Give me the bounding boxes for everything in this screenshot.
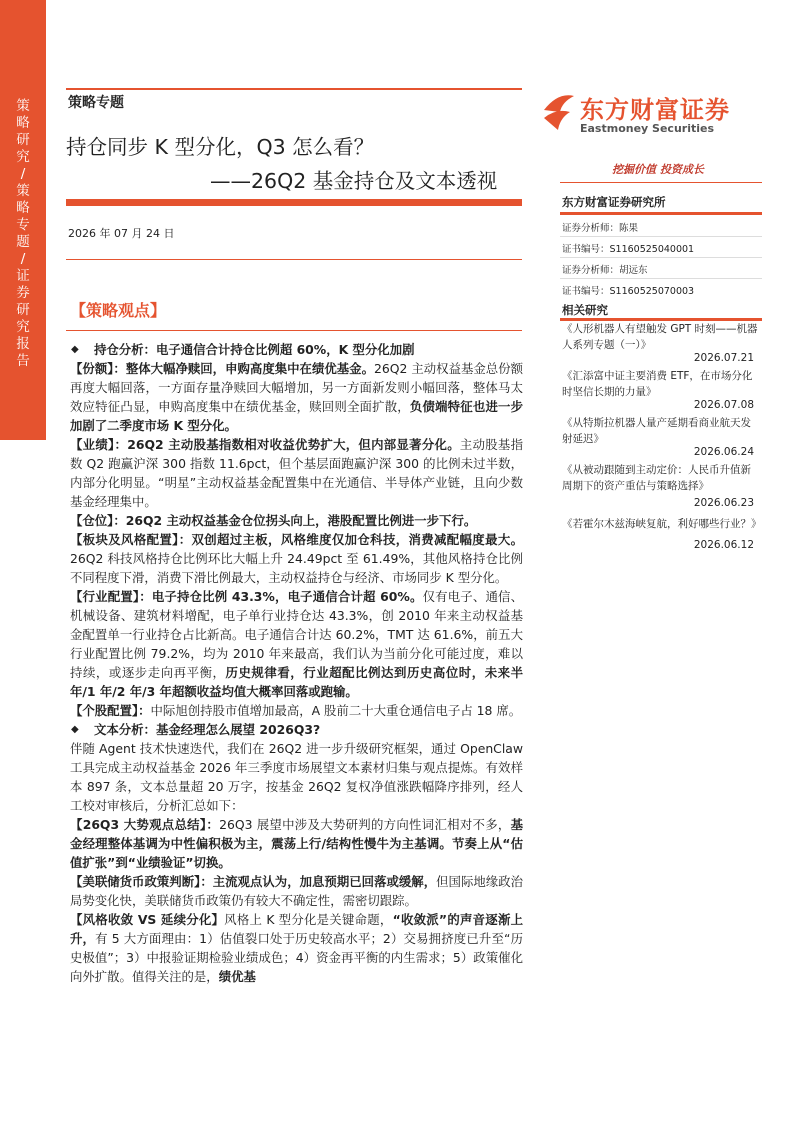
sidebar-char: 告 (16, 353, 30, 369)
sidebar-char: 究 (16, 319, 30, 335)
divider (560, 257, 762, 258)
sidebar-char: 究 (16, 149, 30, 165)
related-item[interactable]: 《人形机器人有望触发 GPT 时刻——机器人系列专题（一）》 (562, 323, 758, 351)
sidebar-char: 证 (16, 268, 30, 284)
brand-name-en: Eastmoney Securities (580, 122, 715, 135)
sidebar-char: 研 (16, 302, 30, 318)
brand-name-cn: 东方财富证券 (580, 96, 730, 124)
divider (560, 236, 762, 237)
para-fed: 【美联储货币政策判断】：主流观点认为，加息预期已回落或缓解，但国际地缘政治局势变化快，美联储货币政策仍有较大不确定性，需密切跟踪。 (70, 874, 523, 908)
report-date: 2026 年 07 月 24 日 (68, 227, 175, 240)
brand-logo (540, 90, 750, 140)
para-sector-style: 【板块及风格配置】：双创超过主板，风格维度仅加仓科技，消费减配幅度最大。26Q2 科技风格持仓比例环比大幅上升 24.49pct 至 61.49%，其他风格持仓比例不同程度下滑，消费下滑比例最大，主动权益持仓与经济、市场同步 K 型分化。 (70, 532, 523, 585)
sidebar-char: 策 (16, 98, 30, 114)
related-item[interactable]: 《汇添富中证主要消费 ETF，在市场分化时坚信长期的力量》 (562, 370, 753, 398)
sidebar-char: 略 (16, 115, 30, 131)
analyst-1-cert: 证书编号：S1160525040001 (562, 244, 695, 255)
section-title: 【策略观点】 (70, 301, 167, 320)
bullet-holdings: ◆ 持仓分析：电子通信合计持仓比例超 60%，K 型分化加剧 (70, 340, 523, 359)
divider (560, 278, 762, 279)
analyst-2-cert: 证书编号：S1160525070003 (562, 286, 695, 297)
analyst-1: 证券分析师：陈果 (562, 223, 639, 234)
divider (560, 182, 762, 183)
para-industry: 【行业配置】：电子持仓比例 43.3%，电子通信合计超 60%。仅有电子、通信、机械设备、建筑材料增配，电子单行业持仓达 43.3%，创 2010 年来主动权益基金配置单一行业持仓占比新高。电子通信合计达 60.2%，TMT 达 61.6%，前五大行业配置比例 79.2%，均为 2010 年来最高，我们认为当前分化可能过度，难以持续，或逐步走向再平衡，历史规律看，行业超配比例达到历史高位时，未来半年/1 年/2 年/3 年超额收益均值大概率回落或跑输。 (70, 589, 524, 699)
divider (66, 259, 522, 260)
sidebar-label (10, 98, 36, 370)
sidebar-char: 略 (16, 200, 30, 216)
para-performance: 【业绩】：26Q2 主动股基指数相对收益优势扩大，但内部显著分化。主动股基指数 Q2 跑赢沪深 300 指数 11.6pct，但个基层面跑赢沪深 300 的比例未过半数，内部分化明显。“明星”主动权益基金配置集中在光通信、半导体产业链，且向少数基金经理集中。 (70, 437, 524, 509)
report-body (70, 340, 523, 986)
sidebar-char: 券 (16, 285, 30, 301)
sidebar-band (0, 0, 46, 440)
related-date: 2026.07.21 (693, 352, 754, 364)
institute-rule (560, 212, 762, 215)
para-position: 【仓位】：26Q2 主动权益基金仓位拐头向上，港股配置比例进一步下行。 (70, 513, 477, 528)
header-rule (66, 88, 522, 90)
related-date: 2026.06.23 (693, 497, 754, 509)
related-item[interactable]: 《从被动跟随到主动定价：人民币升值新周期下的资产重估与策略选择》 (562, 464, 751, 492)
title-bar (66, 199, 522, 206)
report-subtitle: ——26Q2 基金持仓及文本透视 (210, 169, 498, 193)
sidebar-char: 题 (16, 234, 30, 250)
report-title: 持仓同步 K 型分化，Q3 怎么看？ (66, 135, 375, 159)
related-item[interactable]: 《若霍尔木兹海峡复航，利好哪些行业？》 (562, 518, 762, 530)
related-item[interactable]: 《从特斯拉机器人量产延期看商业航天发射延迟》 (562, 417, 751, 445)
divider (66, 330, 522, 331)
para-stock: 【个股配置】：中际旭创持股市值增加最高，A 股前二十大重仓通信电子占 18 席。 (70, 703, 522, 718)
bullet-text-analysis: ◆ 文本分析：基金经理怎么展望 2026Q3? (70, 720, 523, 739)
sidebar-char: 策 (16, 183, 30, 199)
slogan: 挖掘价值 投资成长 (612, 163, 704, 176)
related-date: 2026.06.24 (693, 446, 754, 458)
para-style-convergence: 【风格收敛 VS 延续分化】风格上 K 型分化是关键命题，“收敛派”的声音逐渐上升，有 5 大方面理由：1）估值裂口处于历史较高水平；2）交易拥挤度已升至“历史极值”；3）中报验证期检验业绩成色；4）资金再平衡的内生需求；5）政策催化向外扩散。值得关注的是，绩优基 (70, 912, 523, 984)
related-date: 2026.06.12 (693, 539, 754, 551)
sidebar-char: / (20, 166, 26, 182)
related-title: 相关研究 (562, 303, 608, 317)
related-date: 2026.07.08 (693, 399, 754, 411)
sidebar-char: 报 (16, 336, 30, 352)
related-rule (560, 318, 762, 321)
sidebar-char: / (20, 251, 26, 267)
sidebar-char: 专 (16, 217, 30, 233)
institute-name: 东方财富证券研究所 (562, 195, 666, 209)
para-share: 【份额】：整体大幅净赎回，申购高度集中在绩优基金。26Q2 主动权益基金总份额再度大幅回落，一方面存量净赎回大幅增加，另一方面新发则小幅回落，整体马太效应特征凸显，申购高度集中在绩优基金，赎回则全面扩散，负债端特征也进一步加剧了二季度市场 K 型分化。 (70, 361, 524, 433)
para-outlook: 【26Q3 大势观点总结】：26Q3 展望中涉及大势研判的方向性词汇相对不多，基金经理整体基调为中性偏积极为主，震荡上行/结构性慢牛为主基调。节奏上从“估值扩张”到“业绩验证”切换。 (70, 817, 524, 870)
logo-mark-icon (540, 90, 578, 136)
category-label: 策略专题 (68, 95, 124, 111)
analyst-2: 证券分析师：胡远东 (562, 265, 648, 276)
sidebar-char: 研 (16, 132, 30, 148)
para-method: 伴随 Agent 技术快速迭代，我们在 26Q2 进一步升级研究框架，通过 OpenClaw 工具完成主动权益基金 2026 年三季度市场展望文本素材归集与观点提炼。有效样本 897 条，文本总量超 20 万字，按基金 26Q2 复权净值涨跌幅降序排列，经人工校对审核后，分析汇总如下： (70, 741, 523, 813)
